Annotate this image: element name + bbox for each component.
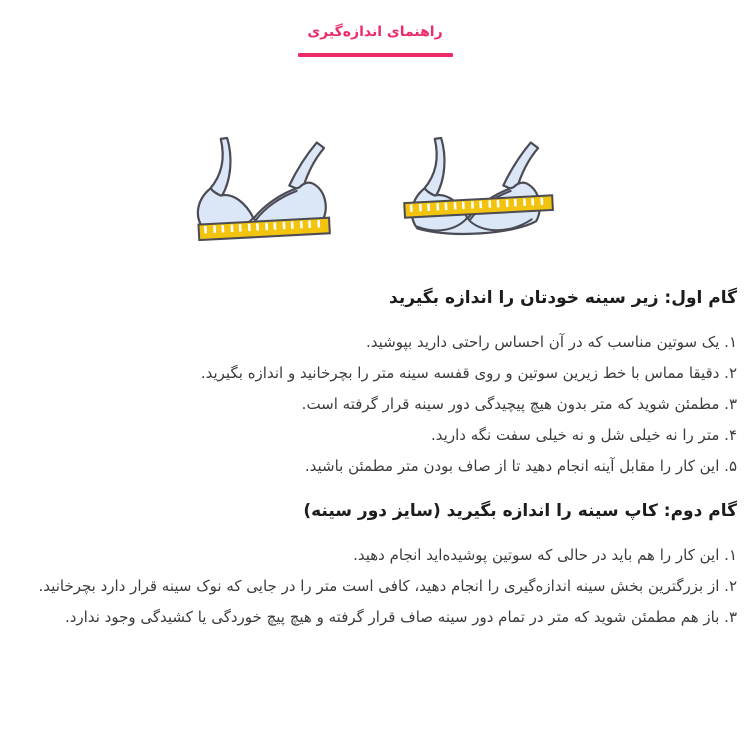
bra-left-strap — [424, 138, 445, 197]
step2-item-2: ۲. از بزرگترین بخش سینه اندازه‌گیری را انجام دهید، کافی است متر را در جایی که نوک سینه قرار دارد بچرخانید. — [38, 577, 737, 595]
tab-measurement-guide[interactable] — [298, 21, 453, 57]
bra-illustrations — [0, 127, 750, 255]
tab-active-underline — [298, 53, 453, 57]
step1-item-1: ۱. یک سوتین مناسب که در آن احساس راحتی دارید بپوشید. — [365, 333, 737, 351]
step1-item-3: ۳. مطمئن شوید که متر بدون هیچ پیچیدگی دور سینه قرار گرفته است. — [301, 395, 737, 413]
section-heading-step1: گام اول: زیر سینه خودتان را اندازه بگیرید — [389, 288, 737, 308]
step1-item-4: ۴. متر را نه خیلی شل و نه خیلی سفت نگه دارید. — [431, 426, 737, 444]
tab-measurement-guide-label: راهنمای اندازه‌گیری — [307, 24, 443, 40]
bra-bust-measure-illustration — [396, 127, 564, 255]
step1-item-2: ۲. دقیقا مماس با خط زیرین سوتین و روی قفسه سینه متر را بچرخانید و اندازه بگیرید. — [200, 364, 737, 382]
bra-left-strap — [210, 138, 231, 197]
bra-underbust-measure-illustration — [186, 127, 346, 255]
guide-content — [13, 283, 737, 633]
step1-item-5: ۵. این کار را مقابل آینه انجام دهید تا از صاف بودن متر مطمئن باشید. — [304, 457, 737, 475]
step2-item-1: ۱. این کار را هم باید در حالی که سوتین پوشیده‌اید انجام دهید. — [353, 546, 737, 564]
header — [0, 0, 750, 57]
section-heading-step2: گام دوم: کاپ سینه را اندازه بگیرید (سایز دور سینه) — [303, 501, 737, 521]
step2-item-3: ۳. باز هم مطمئن شوید که متر در تمام دور سینه صاف قرار گرفته و هیچ پیچ خوردگی یا کشیدگی وجود ندارد. — [64, 608, 737, 626]
